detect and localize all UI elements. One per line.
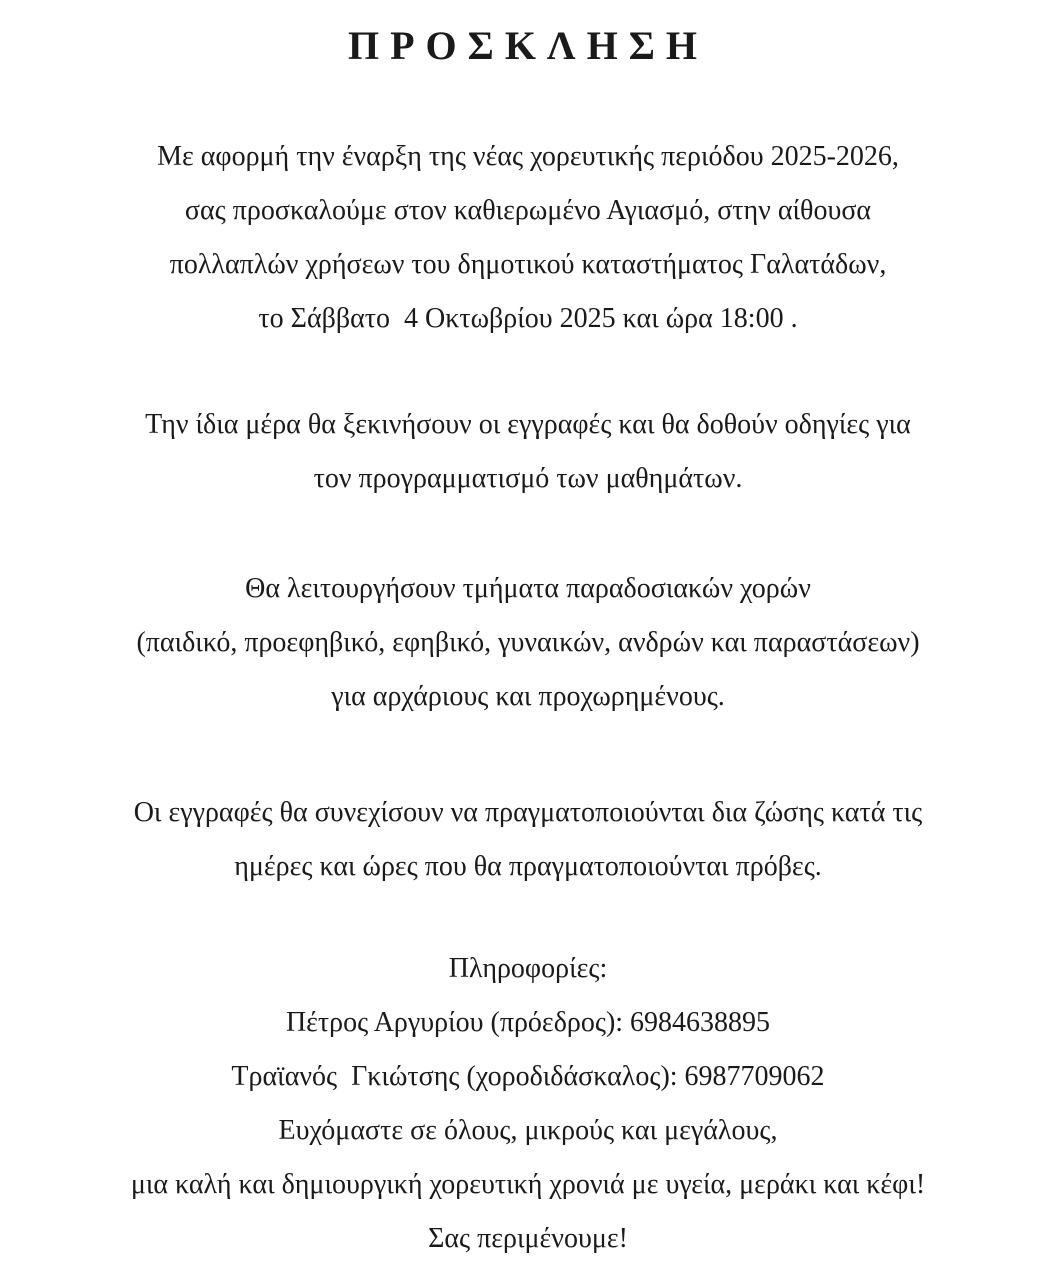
closing-line-1: Ευχόμαστε σε όλους, μικρούς και μεγάλους,	[278, 1115, 778, 1146]
info-heading: Πληροφορίες:	[448, 953, 608, 984]
intro-line-1: Με αφορμή την έναρξη της νέας χορευτικής περιόδου 2025-2026,	[157, 141, 899, 172]
intro-line-3: πολλαπλών χρήσεων του δημοτικού καταστήματος Γαλατάδων,	[169, 249, 887, 280]
signup-line-1: Την ίδια μέρα θα ξεκινήσουν οι εγγραφές και θα δοθούν οδηγίες για	[145, 409, 911, 440]
enrollment-paragraph	[0, 786, 1056, 894]
closing-line-2: μια καλή και δημιουργική χορευτική χρονιά με υγεία, μεράκι και κέφι!	[130, 1169, 926, 1200]
enrollment-line-1: Οι εγγραφές θα συνεχίσουν να πραγματοποιούνται δια ζώσης κατά τις	[133, 797, 923, 828]
intro-paragraph	[0, 130, 1056, 346]
sections-line-3: για αρχάριους και προχωρημένους.	[331, 681, 725, 712]
sections-line-2: (παιδικό, προεφηβικό, εφηβικό, γυναικών, ανδρών και παραστάσεων)	[136, 627, 920, 658]
closing-line-3: Σας περιμένουμε!	[428, 1223, 628, 1254]
info-block	[0, 942, 1056, 1266]
contact-dance-teacher: Τραϊανός Γκιώτσης (χοροδιδάσκαλος): 6987709062	[231, 1061, 825, 1092]
document-title: ΠΡΟΣΚΛΗΣΗ	[348, 23, 708, 68]
sections-paragraph	[0, 562, 1056, 724]
signup-paragraph	[0, 398, 1056, 506]
enrollment-line-2: ημέρες και ώρες που θα πραγματοποιούνται πρόβες.	[234, 851, 822, 882]
intro-line-4-date-time: το Σάββατο 4 Οκτωβρίου 2025 και ώρα 18:00 .	[258, 303, 798, 334]
sections-line-1: Θα λειτουργήσουν τμήματα παραδοσιακών χορών	[245, 573, 811, 604]
signup-line-2: τον προγραμματισμό των μαθημάτων.	[313, 463, 743, 494]
intro-line-2: σας προσκαλούμε στον καθιερωμένο Αγιασμό, στην αίθουσα	[184, 195, 872, 226]
contact-president: Πέτρος Αργυρίου (πρόεδρος): 6984638895	[285, 1007, 771, 1038]
